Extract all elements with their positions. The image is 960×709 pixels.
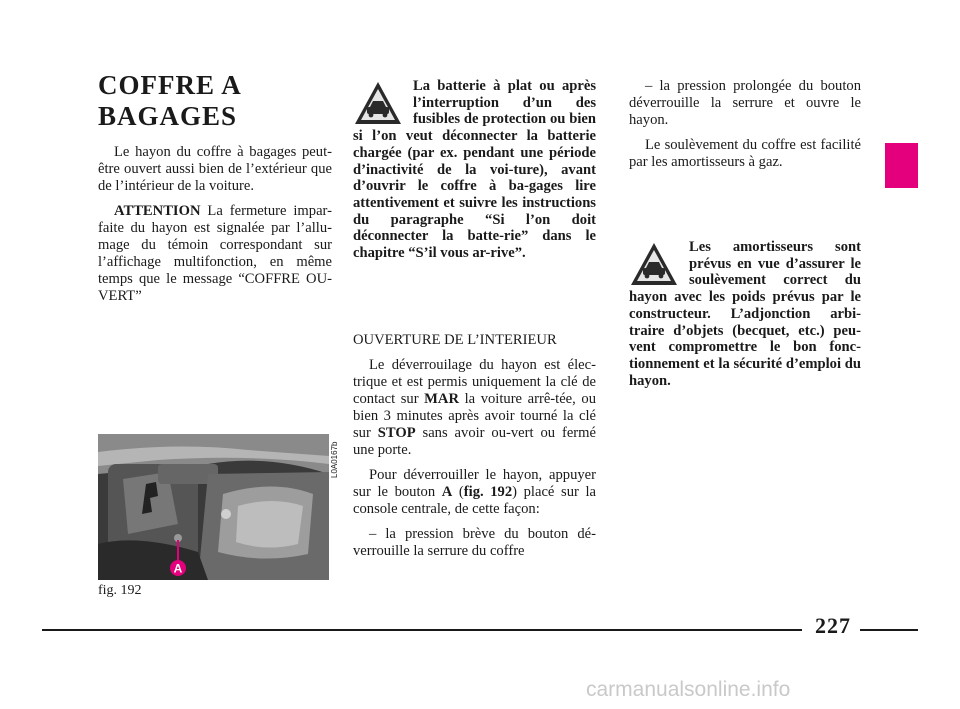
unlock-text-a: Le déverrouilage du hayon est élec-trique et est permis uniquement la clé de contact sur xyxy=(353,356,596,407)
chapter-tab-marker xyxy=(885,143,918,188)
unlock-text-c: sans avoir ou-vert ou fermé une porte. xyxy=(353,424,596,458)
button-text-a: Pour déverrouiller le hayon, appuyer sur le bouton xyxy=(353,466,596,500)
footer-rule-left xyxy=(42,629,802,631)
button-paragraph xyxy=(353,467,596,518)
opening-heading: OUVERTURE DE L’INTERIEUR xyxy=(353,331,557,348)
button-text-c: ) placé sur la console centrale, de cette façon: xyxy=(353,483,597,517)
watermark: carmanualsonline.info xyxy=(586,678,791,701)
long-press-paragraph: – la pression prolongée du bouton déverrouille la serrure et ouvre le hayon. xyxy=(629,78,861,128)
battery-warning xyxy=(353,78,596,262)
short-press-paragraph: – la pression brève du bouton dé-verrouille la serrure du coffre xyxy=(353,525,596,559)
attention-text: La fermeture impar-faite du hayon est signalée par l’allu-mage du témoin correspondant sur l’affichage multifonction, en même temps que le message “COFFRE OU-VERT” xyxy=(98,203,332,304)
unlock-paragraph xyxy=(353,357,596,459)
battery-warning-text: La batterie à plat ou après l’interruption d’un des fusibles de protection ou bien si l’on veut déconnecter la batterie chargée (par ex. pendant une période d’inactivité de la voi-ture), avant d’ouvrir le coffre à ba-gages lire attentivement et suivre les instructions du paragraphe “Si l’on doit déconnecter la batte-rie” dans le chapitre “S’il vous ar-rive”. xyxy=(353,78,596,262)
column-left xyxy=(98,144,332,313)
button-text-b: ( xyxy=(452,483,464,500)
gas-struts-paragraph: Le soulèvement du coffre est facilité par les amortisseurs à gaz. xyxy=(629,137,861,170)
warning-triangle-icon xyxy=(629,241,679,287)
figure-code: L0A0167b xyxy=(330,441,339,478)
figure-caption: fig. 192 xyxy=(98,583,142,598)
struts-warning-text: Les amortisseurs sont prévus en vue d’assurer le soulèvement correct du hayon avec les poids prévus par le constructeur. L’adjonction arbi-traire d’objets (becquet, etc.) peu-vent compromettre le bon fonc-tionnement et la sécurité d’emploi du hayon. xyxy=(629,239,861,389)
section-title: COFFRE A BAGAGES xyxy=(98,70,241,131)
unlock-text-b: la voiture arrê-tée, ou bien 3 minutes après avoir tourné la clé sur xyxy=(353,390,596,441)
stop-label: STOP xyxy=(377,424,416,441)
footer-rule-right xyxy=(860,629,918,631)
column-middle xyxy=(353,78,596,568)
photo-callout-a: A xyxy=(173,561,183,576)
mar-label: MAR xyxy=(424,390,459,407)
intro-paragraph: Le hayon du coffre à bagages peut-être ouvert aussi bien de l’extérieur que de l’intérieur de la voiture. xyxy=(98,144,332,194)
struts-warning xyxy=(629,239,861,389)
warning-triangle-icon xyxy=(353,80,403,126)
page-number: 227 xyxy=(815,613,851,638)
fig-reference: fig. 192 xyxy=(463,483,513,500)
attention-paragraph xyxy=(98,203,332,305)
button-a-label: A xyxy=(441,483,453,500)
attention-label: ATTENTION xyxy=(114,203,201,219)
column-right xyxy=(629,78,861,389)
console-photo xyxy=(98,434,329,580)
